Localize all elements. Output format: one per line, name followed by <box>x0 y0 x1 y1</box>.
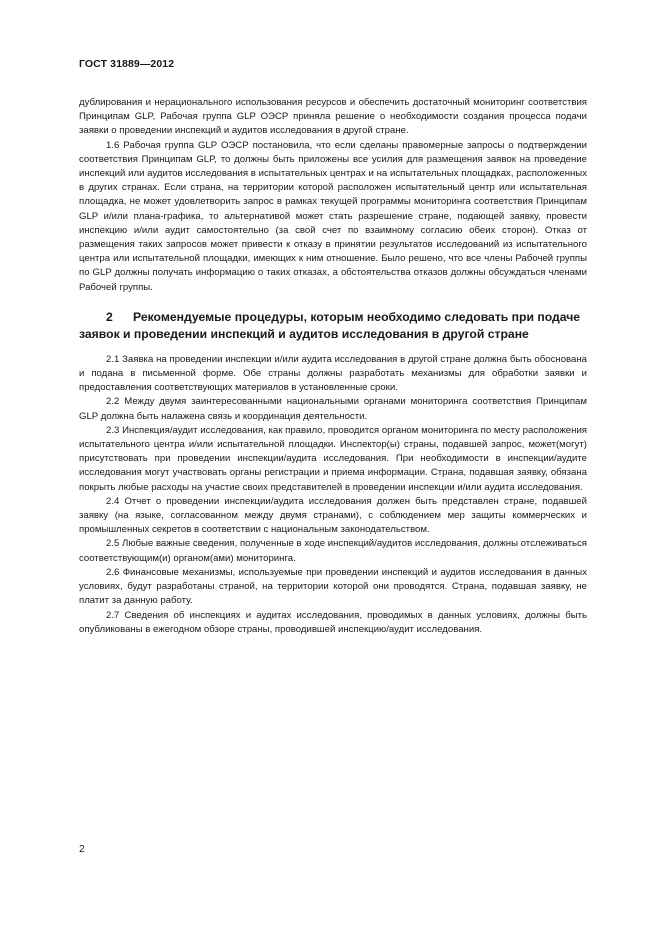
paragraph: 2.6 Финансовые механизмы, используемые при проведении инспекций и аудитов исследования в данных условиях, будут разработаны страной, на территории которой они проводятся. Страна, подавшая заявку, не платит за данную работу. <box>79 566 587 607</box>
paragraph: 2.4 Отчет о проведении инспекции/аудита исследования должен быть представлен стране, подавшей заявку (на языке, согласованном между двумя странами), с соблюдением мер защиты коммерческих и промышленных секретов в соответствии с национальным законодательством. <box>79 495 587 536</box>
paragraph: 2.5 Любые важные сведения, полученные в ходе инспекций/аудитов исследования, должны отслеживаться соответствующим(и) органом(ами) мониторинга. <box>79 538 587 564</box>
paragraph: 2.2 Между двумя заинтересованными национальными органами мониторинга соответствия Принципам GLP должна быть налажена связь и координация деятельности. <box>79 396 587 422</box>
section-number: 2 <box>106 309 113 324</box>
document-body <box>79 96 587 637</box>
document-header: ГОСТ 31889—2012 <box>79 58 175 70</box>
paragraph: 2.1 Заявка на проведении инспекции и/или аудита исследования в другой стране должна быть обоснована и подана в письменной форме. Обе страны должны разработать механизмы для обработки заявки и предоставления соответствующих материалов в установленные сроки. <box>79 353 587 394</box>
paragraph: 2.7 Сведения об инспекциях и аудитах исследования, проводимых в данных условиях, должны быть опубликованы в ежегодном обзоре страны, проводившей инспекцию/аудит исследования. <box>79 609 587 635</box>
section-heading <box>79 309 587 343</box>
page-number: 2 <box>79 843 85 855</box>
paragraph: 2.3 Инспекция/аудит исследования, как правило, проводится органом мониторинга по месту расположения испытательного центра и/или испытательной площадки. Инспектор(ы) страны, подавшей запрос, может(могут) присутствовать при проведении инспекции/аудита исследования. При необходимости в инспекции/аудите исследования могут участвовать органы регистрации и приема информации. Страна, подавшая заявку, обязана покрыть любые расходы на участие своих представителей в проведении инспекции и/или аудита исследования. <box>79 424 587 493</box>
paragraph: дублирования и нерационального использования ресурсов и обеспечить достаточный мониторинг соответствия Принципам GLP, Рабочая группа GLP ОЭСР приняла решение о необходимости создания процесса подачи заявки о проведении инспекций и аудитов исследования в другой стране. <box>79 97 587 137</box>
section-title: Рекомендуемые процедуры, которым необходимо следовать при подаче заявок и проведении инспекций и аудитов исследования в другой стране <box>79 309 581 341</box>
paragraph: 1.6 Рабочая группа GLP ОЭСР постановила, что если сделаны правомерные запросы о подтверждении соответствия Принципам GLP, то должны быть приложены все усилия для размещения заявок на проведение инспекций или аудитов исследования в испытательных центрах и на испытательных площадках, расположенных в других странах. Если страна, на территории которой расположен испытательный центр или испытательная площадка, не может удовлетворить запрос в рамках текущей программы мониторинга соответствия Принципам GLP и/или плана-графика, то альтернативой может стать разрешение стране, подающей заявку, провести инспекцию и/или аудит самостоятельно (за свой счет по взаимному согласию обеих сторон). Отказ от размещения таких запросов может привести к отказу в принятии результатов исследований из испытательного центра или испытательной площадки, имеющих к ним отношение. Было решено, что все члены Рабочей группы по GLP должны получать информацию о таких отказах, а обстоятельства отказов должны обсуждаться членами Рабочей группы. <box>79 139 587 293</box>
